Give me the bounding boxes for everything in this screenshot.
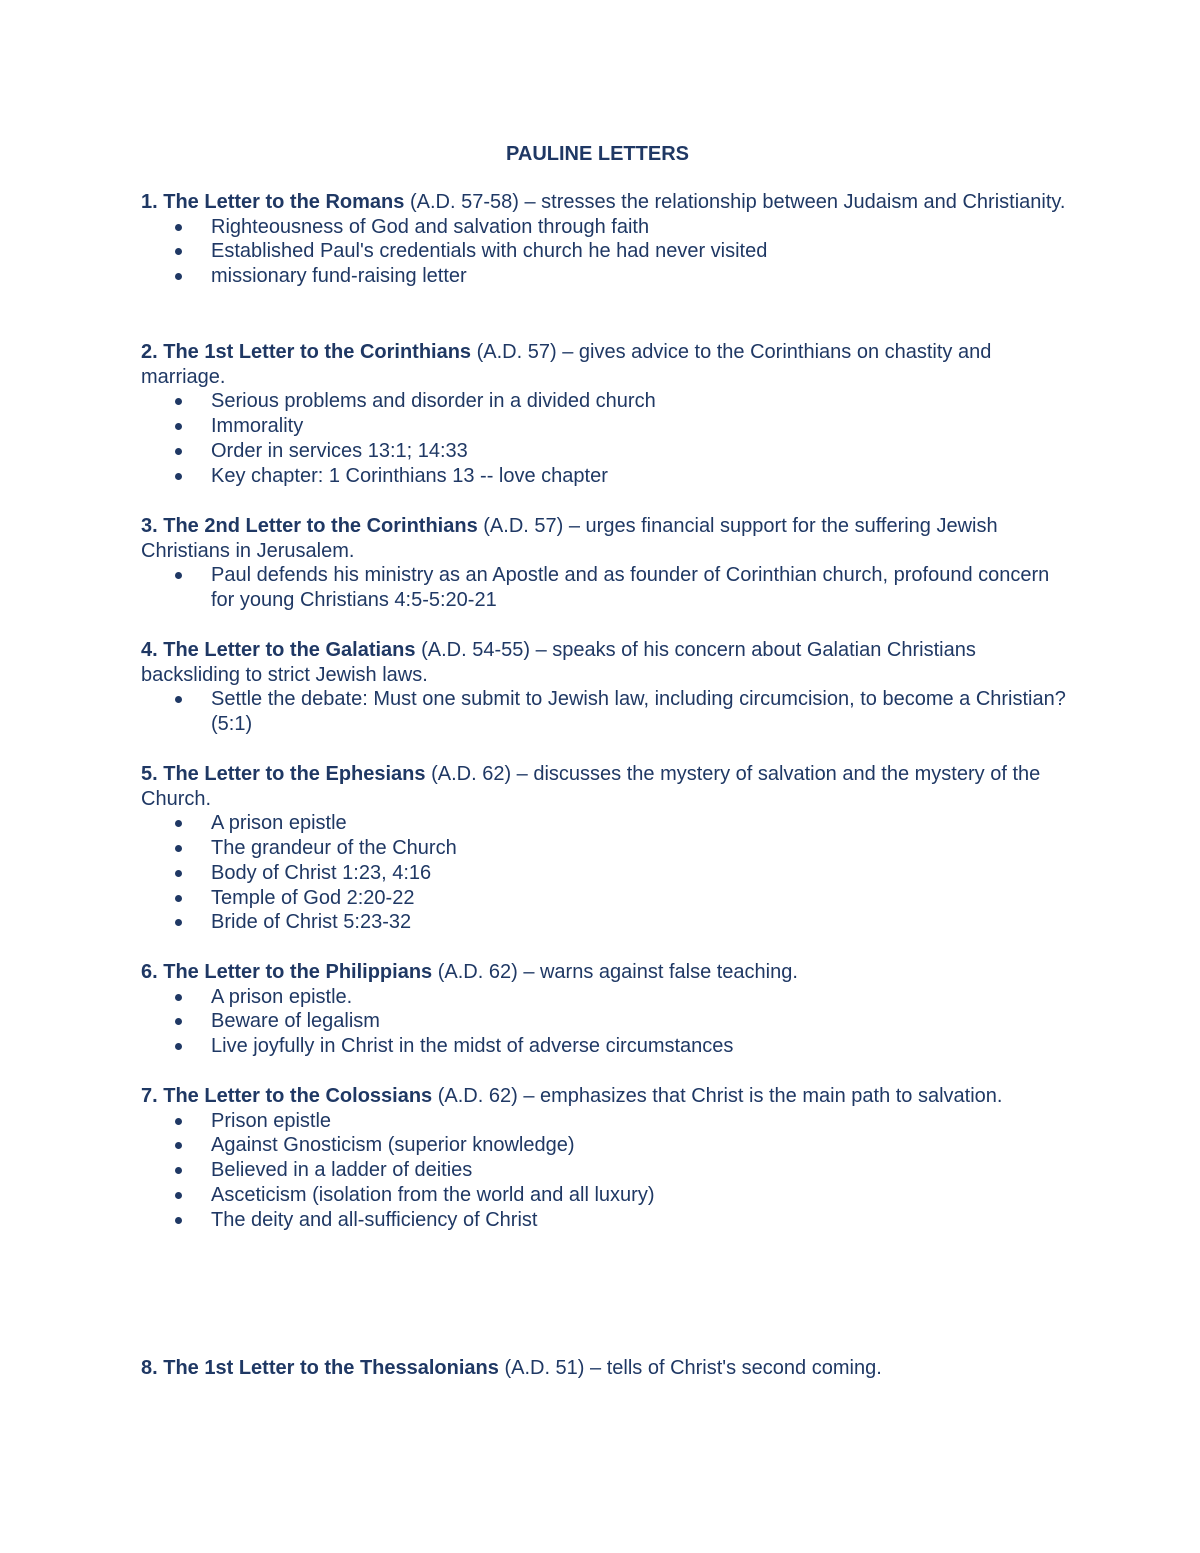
- letter-summary: – tells of Christ's second coming.: [590, 1357, 882, 1379]
- letter-date: (A.D. 51): [504, 1357, 585, 1379]
- bullet-text: Order in services 13:1; 14:33: [211, 439, 468, 462]
- letter-date: (A.D. 62): [431, 763, 512, 785]
- bullet-icon: [175, 423, 182, 430]
- letter-number: 4.: [141, 639, 158, 661]
- letter-number: 7.: [141, 1085, 158, 1107]
- bullet-text: Prison epistle: [211, 1109, 332, 1132]
- letter-name: The Letter to the Philippians: [163, 961, 433, 983]
- list-item: [141, 1158, 1071, 1183]
- bullet-text: Established Paul's credentials with church he had never visited: [211, 240, 768, 263]
- bullet-icon: [175, 1118, 182, 1125]
- bullet-list: [141, 1109, 1071, 1233]
- bullet-text: Bride of Christ 5:23-32: [211, 911, 412, 934]
- letter-name: The 1st Letter to the Thessalonians: [163, 1357, 499, 1379]
- letter-name: The Letter to the Ephesians: [163, 763, 426, 785]
- letter-name: The Letter to the Romans: [163, 191, 405, 213]
- bullet-icon: [175, 994, 182, 1001]
- bullet-text: Key chapter: 1 Corinthians 13 -- love chapter: [211, 464, 608, 487]
- letter-number: 3.: [141, 515, 158, 537]
- bullet-list: [141, 389, 1071, 488]
- letter-section-colossians: [141, 1084, 1071, 1232]
- letter-name: The 1st Letter to the Corinthians: [163, 341, 472, 363]
- bullet-text: Body of Christ 1:23, 4:16: [211, 861, 432, 884]
- list-item: [141, 464, 1071, 489]
- list-item: [141, 1034, 1071, 1059]
- bullet-text: A prison epistle: [211, 812, 347, 835]
- bullet-text: Paul defends his ministry as an Apostle and as founder of Corinthian church, profound concern for young Christians 4:5-5:20-21: [211, 564, 1050, 612]
- letter-number: 5.: [141, 763, 158, 785]
- letter-date: (A.D. 57): [476, 341, 557, 363]
- letter-section-1st-corinthians: [141, 340, 1071, 488]
- list-item: [141, 215, 1071, 240]
- bullet-text: Beware of legalism: [211, 1010, 380, 1033]
- list-item: [141, 1109, 1071, 1134]
- bullet-text: Believed in a ladder of deities: [211, 1159, 473, 1182]
- bullet-text: Settle the debate: Must one submit to Jewish law, including circumcision, to become a Christian? (5:1): [211, 688, 1066, 736]
- bullet-list: [141, 811, 1071, 935]
- bullet-text: missionary fund-raising letter: [211, 265, 467, 288]
- bullet-icon: [175, 845, 182, 852]
- list-item: [141, 1133, 1071, 1158]
- letter-name: The 2nd Letter to the Corinthians: [163, 515, 478, 537]
- letter-number: 1.: [141, 191, 158, 213]
- letter-heading: [141, 960, 1071, 985]
- bullet-list: [141, 215, 1071, 289]
- bullet-text: Live joyfully in Christ in the midst of adverse circumstances: [211, 1035, 734, 1058]
- bullet-text: Immorality: [211, 415, 304, 438]
- letter-number: 8.: [141, 1357, 158, 1379]
- bullet-text: Temple of God 2:20-22: [211, 886, 415, 909]
- letter-heading: [141, 638, 1071, 687]
- letter-name: The Letter to the Colossians: [163, 1085, 433, 1107]
- bullet-icon: [175, 1142, 182, 1149]
- letter-heading: [141, 762, 1071, 811]
- list-item: [141, 836, 1071, 861]
- letter-section-philippians: [141, 960, 1071, 1059]
- letter-date: (A.D. 57): [483, 515, 564, 537]
- bullet-icon: [175, 870, 182, 877]
- letter-section-galatians: [141, 638, 1071, 737]
- document-title: PAULINE LETTERS: [506, 143, 689, 165]
- bullet-text: The deity and all-sufficiency of Christ: [211, 1208, 538, 1231]
- list-item: [141, 985, 1071, 1010]
- bullet-icon: [175, 448, 182, 455]
- bullet-icon: [175, 273, 182, 280]
- letter-section-1st-thessalonians: [141, 1356, 1071, 1381]
- letter-summary: – warns against false teaching.: [523, 961, 798, 983]
- letter-section-2nd-corinthians: [141, 514, 1071, 613]
- letter-number: 6.: [141, 961, 158, 983]
- letter-date: (A.D. 57-58): [409, 191, 519, 213]
- letter-summary: – stresses the relationship between Judaism and Christianity.: [524, 191, 1066, 213]
- list-item: [141, 861, 1071, 886]
- letter-number: 2.: [141, 341, 158, 363]
- bullet-icon: [175, 895, 182, 902]
- bullet-icon: [175, 572, 182, 579]
- letter-heading: [141, 1084, 1071, 1109]
- letter-heading: [141, 190, 1071, 215]
- bullet-text: Against Gnosticism (superior knowledge): [211, 1134, 575, 1157]
- letter-summary: – urges financial support for the suffering Jewish Christians in Jerusalem.: [141, 515, 998, 562]
- bullet-icon: [175, 820, 182, 827]
- bullet-icon: [175, 224, 182, 231]
- list-item: [141, 1009, 1071, 1034]
- letter-name: The Letter to the Galatians: [163, 639, 416, 661]
- letter-summary: – discusses the mystery of salvation and the mystery of the Church.: [141, 763, 1041, 810]
- bullet-icon: [175, 1192, 182, 1199]
- bullet-icon: [175, 1043, 182, 1050]
- letter-date: (A.D. 62): [437, 961, 518, 983]
- bullet-text: A prison epistle.: [211, 985, 353, 1008]
- bullet-list: [141, 563, 1071, 612]
- list-item: [141, 811, 1071, 836]
- letter-date: (A.D. 54-55): [421, 639, 531, 661]
- list-item: [141, 439, 1071, 464]
- list-item: [141, 264, 1071, 289]
- list-item: [141, 1208, 1071, 1233]
- bullet-icon: [175, 248, 182, 255]
- list-item: [141, 886, 1071, 911]
- list-item: [141, 389, 1071, 414]
- bullet-text: Serious problems and disorder in a divided church: [211, 390, 656, 413]
- list-item: [141, 239, 1071, 264]
- bullet-icon: [175, 919, 182, 926]
- letter-summary: – speaks of his concern about Galatian Christians backsliding to strict Jewish laws.: [141, 639, 976, 686]
- letter-summary: – emphasizes that Christ is the main path to salvation.: [523, 1085, 1003, 1107]
- bullet-text: Righteousness of God and salvation through faith: [211, 215, 650, 238]
- bullet-text: Asceticism (isolation from the world and all luxury): [211, 1183, 655, 1206]
- bullet-list: [141, 687, 1071, 736]
- bullet-icon: [175, 1018, 182, 1025]
- list-item: [141, 687, 1071, 736]
- bullet-text: The grandeur of the Church: [211, 837, 457, 860]
- bullet-list: [141, 985, 1071, 1059]
- letter-heading: [141, 514, 1071, 563]
- bullet-icon: [175, 1167, 182, 1174]
- letter-summary: – gives advice to the Corinthians on chastity and marriage.: [141, 341, 992, 388]
- letter-section-romans: [141, 190, 1071, 289]
- bullet-icon: [175, 696, 182, 703]
- list-item: [141, 414, 1071, 439]
- letter-heading: [141, 1356, 1071, 1381]
- letter-date: (A.D. 62): [437, 1085, 518, 1107]
- list-item: [141, 910, 1071, 935]
- list-item: [141, 563, 1071, 612]
- bullet-icon: [175, 1217, 182, 1224]
- letter-section-ephesians: [141, 762, 1071, 935]
- letter-heading: [141, 340, 1071, 389]
- bullet-icon: [175, 473, 182, 480]
- bullet-icon: [175, 398, 182, 405]
- list-item: [141, 1183, 1071, 1208]
